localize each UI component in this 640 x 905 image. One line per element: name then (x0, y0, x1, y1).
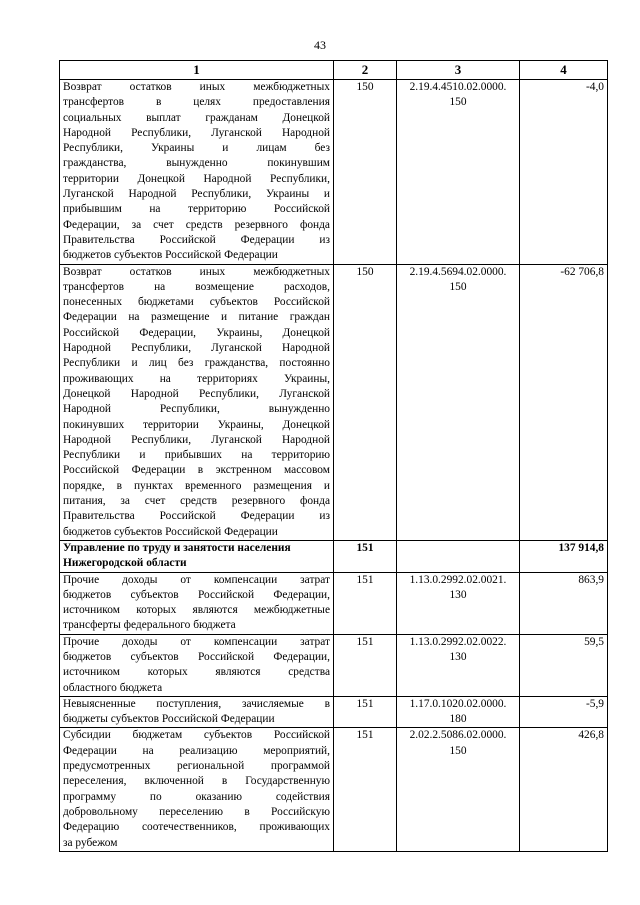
administrator-code-cell: 151 (334, 540, 397, 572)
revenue-name-line: Прочие доходы от компенсации затрат (63, 573, 330, 586)
revenue-name-line: Народной Республики, вынужденно (63, 403, 330, 416)
amount-cell: -62 706,8 (520, 264, 608, 540)
code-line: 150 (449, 744, 467, 757)
revenue-name-line: программу по оказанию содействия (63, 790, 330, 803)
amount-cell: 137 914,8 (520, 540, 608, 572)
code-line: 2.19.4.4510.02.0000. (409, 81, 507, 93)
code-line: 2.02.2.5086.02.0000. (409, 729, 507, 742)
column-header-4: 4 (520, 61, 608, 80)
revenue-name-line: понесенных бюджетами субъектов Российской (63, 296, 330, 309)
revenue-name-cell (60, 264, 334, 540)
budget-classification-code-cell (397, 696, 520, 728)
administrator-code-cell: 150 (334, 264, 397, 540)
code-line: 1.13.0.2992.02.0022. (409, 635, 507, 648)
budget-classification-code-cell (397, 540, 520, 572)
revenue-name-line: питания, за счет средств резервного фонда (63, 495, 330, 508)
revenue-name-line: трансфертов в целях предоставления (63, 96, 330, 109)
column-header-1: 1 (60, 61, 334, 80)
table-row (60, 80, 608, 265)
table-body (60, 80, 608, 852)
code-line: 150 (449, 280, 467, 293)
revenue-name-line: областного бюджета (63, 681, 163, 694)
revenue-name-line: бюджеты субъектов Российской Федерации (63, 713, 275, 726)
administrator-code-cell: 151 (334, 696, 397, 728)
table-row (60, 572, 608, 634)
revenue-name-line: Федерации на реализацию мероприятий, (63, 744, 330, 757)
revenue-name-line: Луганской Народной Республики, Украины и (63, 188, 330, 201)
revenue-name-cell (60, 634, 334, 696)
revenue-name-line: Возврат остатков иных межбюджетных (63, 265, 330, 278)
code-line: 130 (449, 588, 467, 601)
revenue-name-line: Российской Федерации в экстренном массовом (63, 464, 330, 477)
column-header-2: 2 (334, 61, 397, 80)
revenue-name-line: Управление по труду и занятости населения (63, 541, 291, 554)
amount-cell: -4,0 (520, 80, 608, 265)
administrator-code-cell: 150 (334, 80, 397, 265)
revenue-name-line: бюджетов субъектов Российской Федерации, (63, 650, 330, 663)
revenue-name-line: бюджетов субъектов Российской Федерации (63, 525, 278, 538)
amount-cell: -5,9 (520, 696, 608, 728)
budget-classification-code-cell (397, 572, 520, 634)
revenue-name-cell (60, 696, 334, 728)
code-line: 130 (449, 650, 467, 663)
administrator-code-cell: 151 (334, 634, 397, 696)
amount-cell: 426,8 (520, 728, 608, 851)
amount-cell: 863,9 (520, 572, 608, 634)
revenue-name-line: трансферты федерального бюджета (63, 619, 236, 632)
revenue-name-line: Народной Республики, Луганской Народной (63, 433, 330, 446)
revenue-name-line: источником которых являются средства (63, 666, 330, 679)
code-line: 1.17.0.1020.02.0000. (409, 697, 507, 710)
revenue-name-line: Республики и прибывших на территорию (63, 449, 330, 462)
revenue-name-line: Народной Республики, Луганской Народной (63, 126, 330, 139)
revenue-name-line: предусмотренных региональной программой (63, 760, 330, 773)
budget-classification-code-cell (397, 80, 520, 265)
code-line: 150 (449, 96, 467, 109)
revenue-name-line: Донецкой Народной Республики, Луганской (63, 387, 330, 400)
revenue-name-line: бюджетов субъектов Российской Федерации, (63, 588, 330, 601)
revenue-name-line: переселения, включенной в Государственную (63, 775, 330, 788)
revenue-name-line: Республики и лиц без гражданства, постоянно (63, 357, 330, 370)
revenue-name-line: трансфертов на возмещение расходов, (63, 280, 330, 293)
table-row (60, 634, 608, 696)
revenue-name-line: Нижегородской области (63, 557, 187, 570)
revenue-name-line: добровольному переселению в Российскую (63, 805, 330, 818)
code-line: 1.13.0.2992.02.0021. (409, 573, 507, 586)
code-line: 2.19.4.5694.02.0000. (409, 265, 507, 278)
revenue-name-cell (60, 572, 334, 634)
revenue-name-line: Федерации на размещение и питание граждан (63, 311, 330, 324)
revenue-name-line: порядке, в пунктах временного размещения и (63, 479, 330, 492)
revenue-name-line: Возврат остатков иных межбюджетных (63, 81, 330, 93)
amount-cell: 59,5 (520, 634, 608, 696)
revenue-name-line: гражданства, вынужденно покинувшим (63, 157, 330, 170)
revenue-name-line: источником которых являются межбюджетные (63, 604, 330, 617)
revenue-name-line: прибывшим на территорию Российской (63, 203, 330, 216)
revenue-name-line: Республики, Украины и лицам без (63, 142, 330, 155)
administrator-code-cell: 151 (334, 572, 397, 634)
revenue-name-line: Федерацию соотечественников, проживающих (63, 821, 330, 834)
revenue-name-line: Российской Федерации, Украины, Донецкой (63, 326, 330, 339)
administrator-code-cell: 151 (334, 728, 397, 851)
revenue-name-line: Прочие доходы от компенсации затрат (63, 635, 330, 648)
revenue-name-line: социальных выплат гражданам Донецкой (63, 111, 330, 124)
revenue-name-line: покинувших территории Украины, Донецкой (63, 418, 330, 431)
revenue-name-line: бюджетов субъектов Российской Федерации (63, 249, 278, 262)
revenue-name-line: Субсидии бюджетам субъектов Российской (63, 729, 330, 742)
revenue-name-line: проживающих на территориях Украины, (63, 372, 330, 385)
revenue-name-line: за рубежом (63, 836, 118, 849)
code-line: 180 (449, 713, 467, 726)
revenue-name-line: Невыясненные поступления, зачисляемые в (63, 697, 330, 710)
revenue-name-cell (60, 80, 334, 265)
table-row (60, 696, 608, 728)
budget-table (59, 60, 608, 852)
budget-classification-code-cell (397, 634, 520, 696)
page-number: 43 (314, 38, 326, 52)
revenue-name-cell (60, 540, 334, 572)
revenue-name-line: территории Донецкой Народной Республики, (63, 172, 330, 185)
budget-classification-code-cell (397, 264, 520, 540)
revenue-name-line: Народной Республики, Луганской Народной (63, 342, 330, 355)
table-row (60, 728, 608, 851)
table-header-row (60, 61, 608, 80)
revenue-name-line: Правительства Российской Федерации из (63, 233, 330, 246)
budget-classification-code-cell (397, 728, 520, 851)
table-row (60, 264, 608, 540)
revenue-name-line: Правительства Российской Федерации из (63, 510, 330, 523)
revenue-name-cell (60, 728, 334, 851)
revenue-name-line: Федерации, за счет средств резервного фонда (63, 218, 330, 231)
column-header-3: 3 (397, 61, 520, 80)
department-row (60, 540, 608, 572)
